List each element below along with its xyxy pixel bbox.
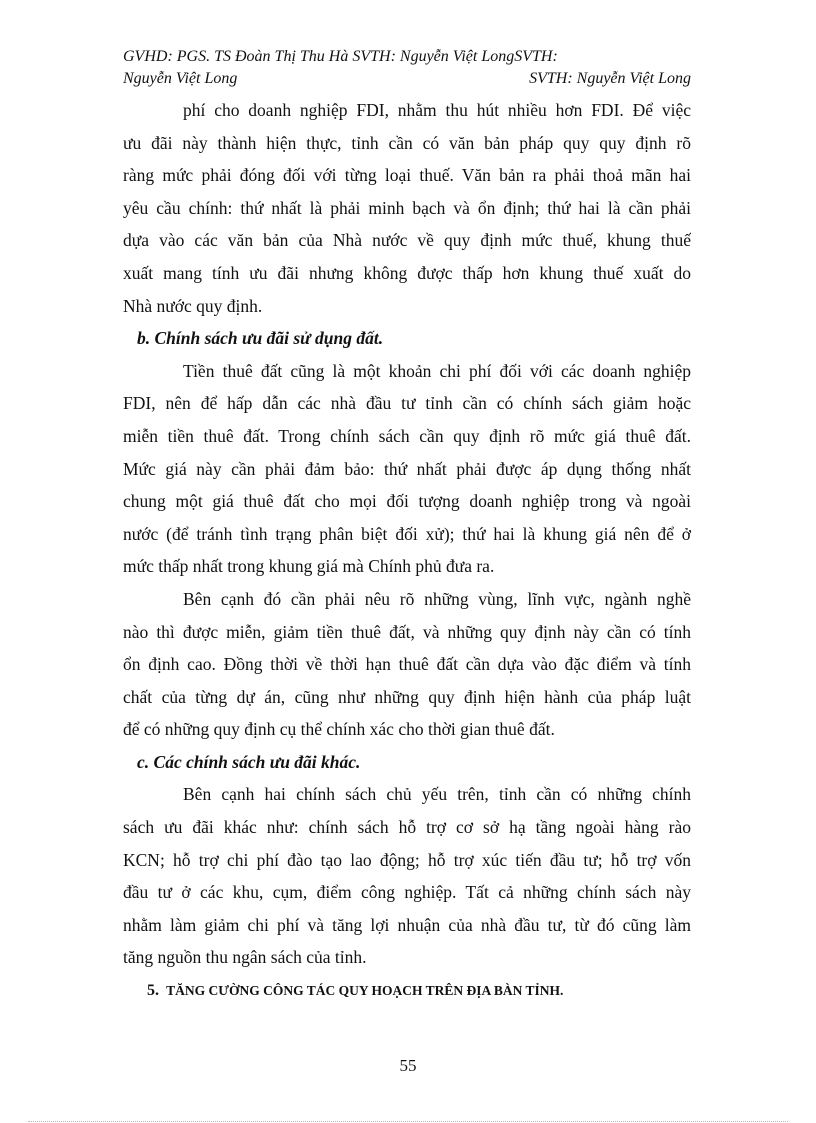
header-line-1: GVHD: PGS. TS Đoàn Thị Thu Hà SVTH: Nguyễn Việt LongSVTH: [123, 48, 558, 65]
subheading-other-policies: c. Các chính sách ưu đãi khác. [137, 751, 361, 772]
page-header [123, 46, 691, 90]
text-line: nào thì được miễn, giảm tiền thuê đất, và những quy định này cần có tính [123, 621, 691, 642]
document-body [123, 94, 691, 1004]
subheading-land-policy: b. Chính sách ưu đãi sử dụng đất. [137, 328, 384, 349]
page-number: 55 [399, 1056, 417, 1075]
text-line: chất của từng dự án, cũng như những quy định hiện hành của pháp luật [123, 686, 691, 707]
text-line: sách ưu đãi khác như: chính sách hỗ trợ cơ sở hạ tầng ngoài hàng rào [123, 817, 691, 838]
text-line: FDI, nên để hấp dẫn các nhà đầu tư tỉnh cần có chính sách giảm hoặc [123, 393, 691, 414]
paragraph-1 [123, 94, 691, 322]
header-student-name: Nguyễn Việt Long [123, 70, 238, 87]
text-line: phí cho doanh nghiệp FDI, nhằm thu hút nhiều hơn FDI. Để việc [183, 100, 691, 120]
text-line: xuất mang tính ưu đãi nhưng không được thấp hơn khung thuế xuất do [123, 262, 691, 283]
text-line: Mức giá này cần phải đảm bảo: thứ nhất phải được áp dụng thống nhất [123, 458, 691, 479]
text-line: đầu tư ở các khu, cụm, điểm công nghiệp. Tất cả những chính sách này [123, 882, 691, 903]
text-line: ràng mức phải đóng đối với từng loại thuế. Văn bản ra phải thoả mãn hai [123, 165, 691, 186]
text-line: nước (để tránh tình trạng phân biệt đối xử); thứ hai là khung giá nên để ở [123, 523, 691, 544]
paragraph-4 [123, 778, 691, 974]
paragraph-2 [123, 355, 691, 583]
header-line-2 [123, 68, 691, 90]
text-line: ổn định cao. Đồng thời về thời hạn thuê đất cần dựa vào đặc điểm và tính [123, 654, 691, 675]
text-line: nhằm làm giảm chi phí và tăng lợi nhuận của nhà đầu tư, từ đó cũng làm [123, 914, 691, 935]
text-line: KCN; hỗ trợ chi phí đào tạo lao động; hỗ trợ xúc tiến đầu tư; hỗ trợ vốn [123, 849, 691, 870]
text-line: để có những quy định cụ thể chính xác cho thời gian thuê đất. [123, 719, 555, 740]
text-line: Nhà nước quy định. [123, 295, 263, 316]
paragraph-3 [123, 583, 691, 746]
page-bottom-divider [28, 1121, 788, 1122]
text-line: dựa vào các văn bản của Nhà nước về quy định mức thuế, khung thuế [123, 230, 691, 251]
text-line: Bên cạnh đó cần phải nêu rõ những vùng, lĩnh vực, ngành nghề [183, 588, 691, 609]
text-line: tăng nguồn thu ngân sách của tỉnh. [123, 947, 367, 968]
text-line: Tiền thuê đất cũng là một khoản chi phí đối với các doanh nghiệp [183, 360, 691, 381]
section-title: TĂNG CƯỜNG CÔNG TÁC QUY HOẠCH TRÊN ĐỊA BÀN TỈNH. [166, 983, 564, 999]
text-line: chung một giá thuê đất cho mọi đối tượng doanh nghiệp trong và ngoài [123, 491, 691, 512]
header-student-credit: SVTH: Nguyễn Việt Long [529, 70, 691, 87]
text-line: mức thấp nhất trong khung giá mà Chính phủ đưa ra. [123, 556, 495, 577]
text-line: ưu đãi này thành hiện thực, tỉnh cần có văn bản pháp quy quy định rõ [123, 132, 691, 153]
text-line: Bên cạnh hai chính sách chủ yếu trên, tỉnh cần có những chính [183, 784, 691, 805]
text-line: miễn tiền thuê đất. Trong chính sách cần quy định rõ mức giá thuê đất. [123, 425, 691, 446]
text-line: yêu cầu chính: thứ nhất là phải minh bạch và ổn định; thứ hai là cần phải [123, 197, 691, 218]
section-number: 5. [147, 982, 159, 1000]
section-5-heading [123, 978, 691, 1004]
